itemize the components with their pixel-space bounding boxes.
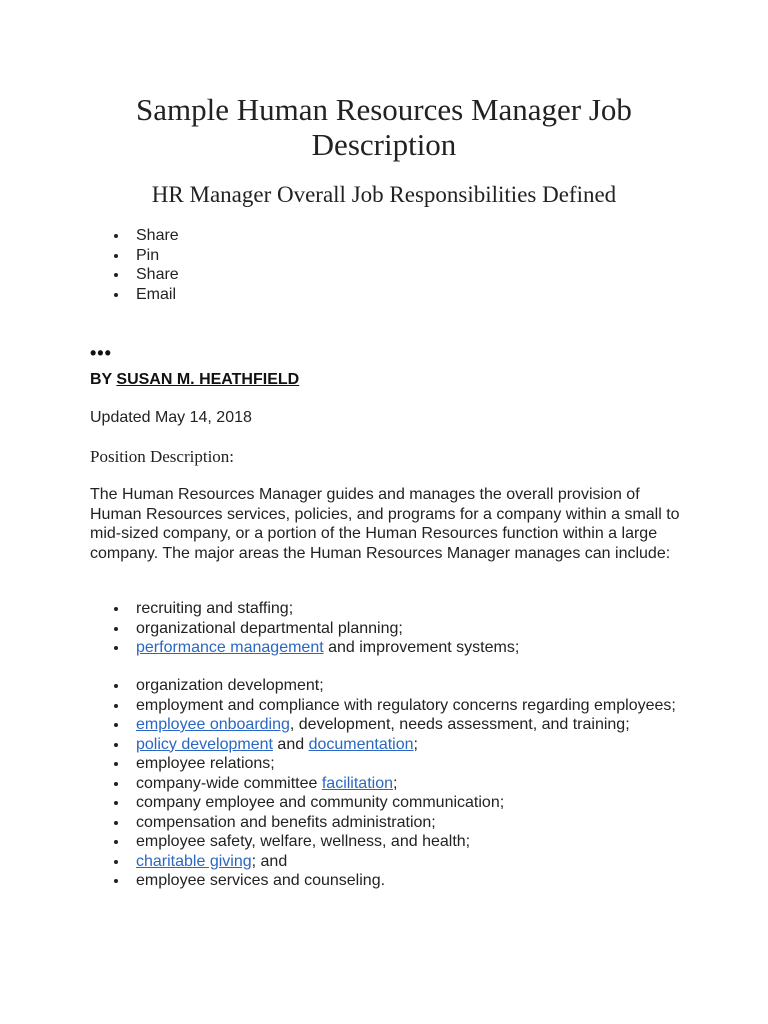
list-item	[136, 638, 519, 658]
intro-paragraph: The Human Resources Manager guides and manages the overall provision of Human Resources services, policies, and programs for a company within a small to mid-sized company, or a portion of the Human Resources function within a large company. The major areas the Human Resources Manager manages can include:	[90, 486, 680, 562]
byline	[90, 371, 299, 389]
list-item-text: and	[272, 735, 309, 753]
list-item-text: organizational departmental planning;	[136, 619, 403, 637]
share-item[interactable]: Share	[136, 227, 179, 244]
updated-date: Updated May 14, 2018	[90, 409, 252, 426]
email-item[interactable]: Email	[136, 285, 179, 305]
list-item	[136, 599, 519, 619]
share-item[interactable]: Share	[136, 266, 179, 283]
list-item	[136, 793, 676, 813]
documentation-link[interactable]: documentation	[308, 735, 414, 753]
list-item-text: compensation and benefits administration;	[136, 813, 436, 831]
more-options-icon[interactable]: •••	[90, 343, 112, 363]
list-item-text: employee safety, welfare, wellness, and health;	[136, 833, 471, 850]
policy-development-link[interactable]: policy development	[136, 735, 273, 753]
list-item	[136, 696, 676, 716]
performance-management-link[interactable]: performance management	[136, 639, 324, 656]
list-item	[136, 813, 676, 833]
list-item-text: company employee and community communication;	[136, 794, 505, 811]
position-description-heading: Position Description:	[90, 447, 235, 466]
byline-prefix: BY	[90, 371, 117, 388]
list-item-text: ; and	[251, 852, 288, 870]
facilitation-link[interactable]: facilitation	[321, 774, 393, 792]
list-item	[136, 832, 676, 852]
charitable-giving-link[interactable]: charitable giving	[136, 852, 252, 870]
list-item	[136, 619, 519, 639]
page-title: Sample Human Resources Manager Job Description	[136, 92, 632, 162]
list-item	[136, 754, 676, 774]
author-link[interactable]: SUSAN M. HEATHFIELD	[116, 371, 300, 388]
page-subtitle: HR Manager Overall Job Responsibilities Defined	[151, 182, 617, 207]
list-item-text: employee relations;	[136, 755, 275, 772]
list-item	[136, 774, 676, 794]
list-item	[136, 676, 676, 696]
list-item-text: recruiting and staffing;	[136, 600, 294, 617]
list-item-text: company-wide committee	[136, 774, 322, 792]
list-item	[136, 852, 676, 872]
list-item-text: and improvement systems;	[323, 639, 520, 656]
list-item-text: ;	[393, 774, 398, 792]
list-item	[136, 735, 676, 755]
list-item-text: ;	[413, 735, 418, 753]
list-item-text: employment and compliance with regulatory concerns regarding employees;	[136, 696, 676, 714]
responsibilities-list-continued	[90, 676, 676, 891]
employee-onboarding-link[interactable]: employee onboarding	[136, 716, 290, 733]
list-item-text: , development, needs assessment, and training;	[289, 716, 630, 733]
list-item-text: employee services and counseling.	[136, 872, 386, 889]
list-item-text: organization development;	[136, 677, 324, 694]
list-item	[136, 715, 676, 735]
share-list	[90, 226, 179, 304]
list-item	[136, 871, 676, 891]
pin-item[interactable]: Pin	[136, 246, 179, 266]
responsibilities-list	[90, 599, 519, 658]
